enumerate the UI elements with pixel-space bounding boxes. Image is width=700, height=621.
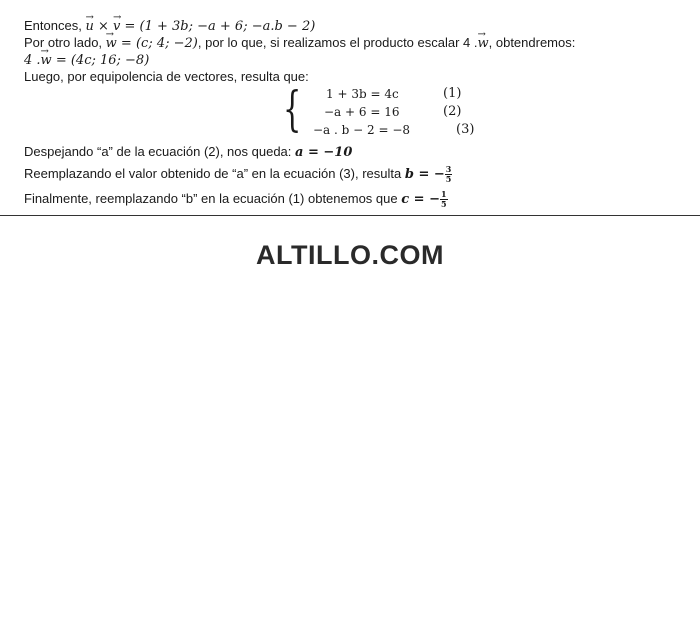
vector-v: → v bbox=[113, 18, 120, 35]
vector-u: → u bbox=[85, 18, 93, 35]
equation-3: −a . b − 2 = −8 bbox=[313, 123, 411, 137]
fraction-c: $\frac{1}{5}$ bbox=[440, 189, 447, 210]
line-vector-w: Por otro lado, → w = (c; 4; −2), por lo que, si realizamos el producto escalar 4 .→ w, obtendremos: bbox=[24, 34, 575, 52]
vector-w: → w bbox=[106, 35, 117, 52]
equation-2-number: (2) bbox=[443, 104, 462, 119]
line-cross-product: Entonces, → u × → v = (1 + 3b; −a + 6; −a.b − 2) bbox=[24, 17, 315, 35]
equation-1: 1 + 3b = 4c bbox=[326, 87, 399, 101]
result-b: b = − bbox=[404, 167, 445, 182]
line-solve-c: Finalmente, reemplazando “b” en la ecuación (1) obtenemos que c = − $\frac{1}{5}$ bbox=[24, 189, 447, 210]
fraction-b: $\frac{3}{5}$ bbox=[445, 164, 452, 185]
left-brace: { bbox=[283, 81, 302, 137]
result-a: a = −10 bbox=[295, 145, 353, 160]
equation-2: −a + 6 = 16 bbox=[324, 105, 400, 119]
line-scaled-w: 4 .→ w = (4c; 16; −8) bbox=[24, 51, 149, 69]
line-equipolence: Luego, por equipolencia de vectores, resulta que: bbox=[24, 69, 309, 84]
site-logo: ALTILLO.COM bbox=[256, 240, 444, 270]
cross-product-result: (1 + 3b; −a + 6; −a.b − 2) bbox=[139, 19, 316, 34]
line-solve-b: Reemplazando el valor obtenido de “a” en la ecuación (3), resulta b = − $\frac{3}{5}$ bbox=[24, 164, 452, 185]
vector-w: → w bbox=[478, 35, 489, 52]
result-c: c = − bbox=[401, 192, 440, 207]
vector-w: → w bbox=[41, 52, 52, 69]
equation-3-number: (3) bbox=[456, 122, 475, 137]
horizontal-divider bbox=[0, 215, 700, 216]
equation-system bbox=[283, 81, 483, 141]
line-solve-a: Despejando “a” de la ecuación (2), nos queda: a = −10 bbox=[24, 144, 353, 160]
equation-1-number: (1) bbox=[443, 86, 462, 101]
